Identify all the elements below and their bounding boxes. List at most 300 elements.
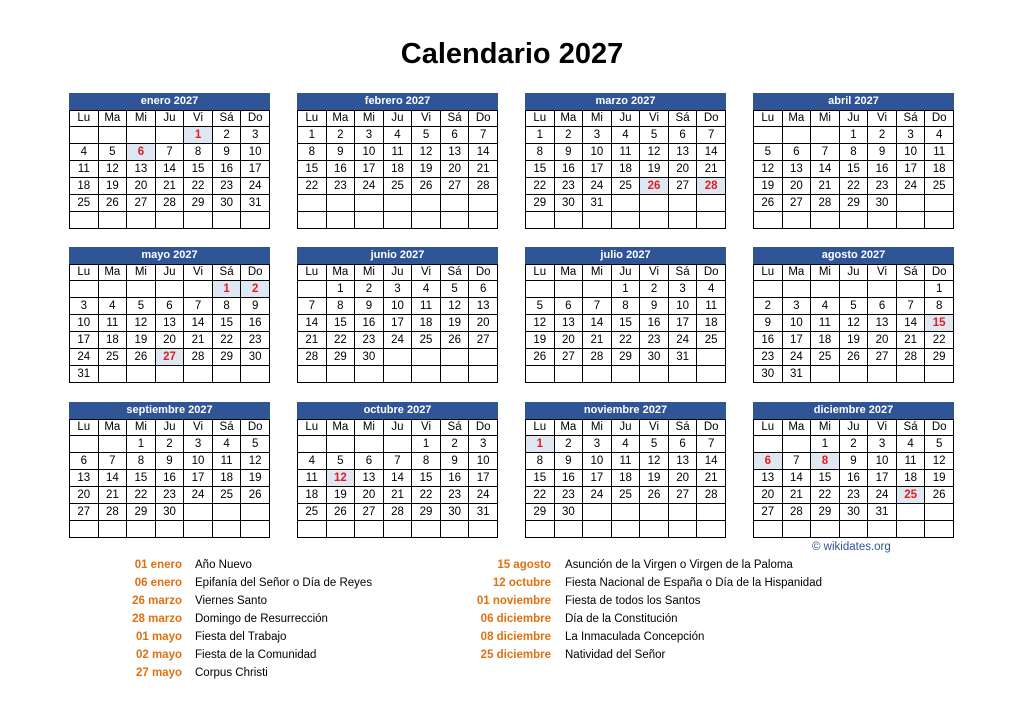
empty-cell	[298, 195, 327, 212]
empty-cell	[697, 504, 726, 521]
day-cell: 2	[640, 281, 669, 298]
empty-cell	[155, 127, 184, 144]
month-table	[297, 110, 498, 229]
day-cell: 13	[668, 144, 697, 161]
day-cell: 3	[383, 281, 412, 298]
day-cell: 20	[440, 161, 469, 178]
day-cell: 9	[326, 144, 355, 161]
day-cell: 12	[754, 161, 783, 178]
week-row	[754, 470, 954, 487]
empty-cell	[811, 281, 840, 298]
day-cell: 11	[611, 453, 640, 470]
weekday-label: Vi	[640, 265, 669, 281]
empty-cell	[326, 521, 355, 538]
empty-cell	[155, 212, 184, 229]
weekday-label: Ju	[383, 265, 412, 281]
day-cell: 22	[412, 487, 441, 504]
day-cell: 14	[184, 315, 213, 332]
day-cell: 6	[782, 144, 811, 161]
day-cell: 19	[640, 161, 669, 178]
empty-cell	[611, 195, 640, 212]
weekday-label: Ju	[839, 265, 868, 281]
day-cell: 27	[868, 349, 897, 366]
day-cell: 30	[554, 195, 583, 212]
day-cell: 11	[697, 298, 726, 315]
month-table	[525, 419, 726, 538]
day-cell: 7	[782, 453, 811, 470]
empty-cell	[782, 521, 811, 538]
day-cell: 26	[440, 332, 469, 349]
day-cell: 30	[868, 195, 897, 212]
day-cell: 9	[155, 453, 184, 470]
holiday-day-cell: 27	[155, 349, 184, 366]
weekday-label: Sá	[668, 420, 697, 436]
empty-cell	[155, 521, 184, 538]
weekday-label: Lu	[298, 420, 327, 436]
day-cell: 28	[155, 195, 184, 212]
empty-cell	[583, 504, 612, 521]
month-title: enero 2027	[69, 93, 270, 110]
holiday-day-cell: 12	[326, 470, 355, 487]
week-row	[754, 281, 954, 298]
day-cell: 16	[754, 332, 783, 349]
day-cell: 2	[440, 436, 469, 453]
empty-cell	[640, 521, 669, 538]
day-cell: 4	[212, 436, 241, 453]
month-calendar	[297, 402, 498, 538]
holiday-day-cell: 1	[526, 436, 555, 453]
week-row	[70, 195, 270, 212]
empty-cell	[184, 504, 213, 521]
day-cell: 13	[782, 161, 811, 178]
day-cell: 18	[383, 161, 412, 178]
day-cell: 10	[355, 144, 384, 161]
day-cell: 25	[383, 178, 412, 195]
weekday-label: Mi	[583, 420, 612, 436]
day-cell: 25	[298, 504, 327, 521]
month-table	[525, 110, 726, 229]
day-cell: 28	[98, 504, 127, 521]
empty-cell	[782, 212, 811, 229]
empty-cell	[383, 195, 412, 212]
day-cell: 29	[127, 504, 156, 521]
day-cell: 8	[839, 144, 868, 161]
day-cell: 16	[839, 470, 868, 487]
day-cell: 23	[440, 487, 469, 504]
empty-cell	[526, 281, 555, 298]
weekday-row	[298, 265, 498, 281]
day-cell: 14	[98, 470, 127, 487]
weekday-label: Do	[241, 265, 270, 281]
weekday-label: Do	[241, 111, 270, 127]
holiday-day-cell: 6	[754, 453, 783, 470]
page-title: Calendario 2027	[400, 38, 624, 70]
weekday-label: Do	[469, 420, 498, 436]
weekday-label: Do	[697, 111, 726, 127]
day-cell: 23	[355, 332, 384, 349]
empty-cell	[896, 212, 925, 229]
day-cell: 23	[326, 178, 355, 195]
week-row	[70, 349, 270, 366]
day-cell: 19	[326, 487, 355, 504]
day-cell: 26	[127, 349, 156, 366]
day-cell: 5	[412, 127, 441, 144]
empty-cell	[839, 281, 868, 298]
day-cell: 3	[70, 298, 99, 315]
month-table	[297, 264, 498, 383]
day-cell: 17	[355, 161, 384, 178]
empty-cell	[412, 195, 441, 212]
week-row	[298, 504, 498, 521]
weekday-row	[526, 111, 726, 127]
weekday-label: Lu	[70, 265, 99, 281]
holiday-day-cell: 1	[212, 281, 241, 298]
day-cell: 19	[754, 178, 783, 195]
day-cell: 25	[98, 349, 127, 366]
day-cell: 20	[754, 487, 783, 504]
empty-cell	[326, 436, 355, 453]
day-cell: 1	[925, 281, 954, 298]
empty-cell	[212, 504, 241, 521]
week-row	[298, 332, 498, 349]
month-title: octubre 2027	[297, 402, 498, 419]
weekday-label: Mi	[127, 111, 156, 127]
day-cell: 21	[896, 332, 925, 349]
day-cell: 10	[469, 453, 498, 470]
day-cell: 24	[383, 332, 412, 349]
day-cell: 4	[98, 298, 127, 315]
empty-cell	[326, 366, 355, 383]
month-table	[69, 110, 270, 229]
day-cell: 10	[868, 453, 897, 470]
day-cell: 1	[412, 436, 441, 453]
holiday-day-cell: 26	[640, 178, 669, 195]
weekday-label: Ju	[611, 420, 640, 436]
day-cell: 20	[668, 161, 697, 178]
day-cell: 3	[355, 127, 384, 144]
weekday-label: Ma	[782, 111, 811, 127]
week-row	[754, 436, 954, 453]
day-cell: 25	[697, 332, 726, 349]
day-cell: 22	[127, 487, 156, 504]
day-cell: 30	[155, 504, 184, 521]
day-cell: 15	[298, 161, 327, 178]
day-cell: 1	[127, 436, 156, 453]
day-cell: 18	[412, 315, 441, 332]
empty-cell	[412, 349, 441, 366]
weekday-label: Mi	[811, 111, 840, 127]
day-cell: 26	[412, 178, 441, 195]
holiday-name: La Inmaculada Concepción	[565, 631, 705, 643]
weekday-label: Sá	[668, 111, 697, 127]
day-cell: 7	[697, 127, 726, 144]
empty-cell	[212, 521, 241, 538]
day-cell: 10	[383, 298, 412, 315]
day-cell: 15	[127, 470, 156, 487]
week-row	[70, 521, 270, 538]
empty-cell	[668, 212, 697, 229]
holiday-date: 15 agosto	[497, 559, 551, 571]
empty-cell	[526, 521, 555, 538]
day-cell: 9	[554, 453, 583, 470]
weekday-label: Lu	[70, 111, 99, 127]
day-cell: 20	[155, 332, 184, 349]
holiday-day-cell: 2	[241, 281, 270, 298]
month-title: abril 2027	[753, 93, 954, 110]
day-cell: 24	[583, 487, 612, 504]
holiday-date: 06 enero	[134, 577, 182, 589]
month-calendar	[297, 247, 498, 383]
holiday-date: 01 mayo	[135, 631, 182, 643]
day-cell: 10	[184, 453, 213, 470]
day-cell: 27	[440, 178, 469, 195]
day-cell: 17	[896, 161, 925, 178]
weekday-label: Do	[469, 265, 498, 281]
day-cell: 28	[184, 349, 213, 366]
day-cell: 6	[70, 453, 99, 470]
week-row	[754, 161, 954, 178]
empty-cell	[925, 212, 954, 229]
day-cell: 20	[782, 178, 811, 195]
day-cell: 3	[668, 281, 697, 298]
day-cell: 11	[896, 453, 925, 470]
weekday-label: Mi	[811, 265, 840, 281]
day-cell: 23	[868, 178, 897, 195]
week-row	[298, 178, 498, 195]
day-cell: 31	[583, 195, 612, 212]
day-cell: 22	[839, 178, 868, 195]
empty-cell	[326, 195, 355, 212]
week-row	[298, 349, 498, 366]
day-cell: 2	[326, 127, 355, 144]
empty-cell	[383, 436, 412, 453]
day-cell: 9	[839, 453, 868, 470]
week-row	[526, 332, 726, 349]
day-cell: 1	[326, 281, 355, 298]
day-cell: 7	[469, 127, 498, 144]
weekday-label: Ma	[554, 265, 583, 281]
weekday-label: Vi	[412, 265, 441, 281]
empty-cell	[241, 504, 270, 521]
day-cell: 18	[298, 487, 327, 504]
month-title: marzo 2027	[525, 93, 726, 110]
week-row	[526, 315, 726, 332]
day-cell: 15	[839, 161, 868, 178]
day-cell: 31	[241, 195, 270, 212]
day-cell: 8	[925, 298, 954, 315]
holiday-date: 27 mayo	[135, 667, 182, 679]
empty-cell	[754, 127, 783, 144]
empty-cell	[155, 366, 184, 383]
day-cell: 21	[583, 332, 612, 349]
day-cell: 21	[697, 161, 726, 178]
day-cell: 17	[70, 332, 99, 349]
weekday-label: Sá	[896, 420, 925, 436]
weekday-label: Ma	[782, 420, 811, 436]
empty-cell	[896, 281, 925, 298]
day-cell: 11	[611, 144, 640, 161]
month-calendar	[69, 93, 270, 229]
day-cell: 13	[868, 315, 897, 332]
day-cell: 7	[697, 436, 726, 453]
day-cell: 19	[839, 332, 868, 349]
day-cell: 13	[469, 298, 498, 315]
empty-cell	[155, 281, 184, 298]
day-cell: 21	[383, 487, 412, 504]
weekday-label: Vi	[640, 111, 669, 127]
day-cell: 18	[697, 315, 726, 332]
day-cell: 14	[782, 470, 811, 487]
empty-cell	[298, 366, 327, 383]
empty-cell	[868, 366, 897, 383]
day-cell: 14	[298, 315, 327, 332]
day-cell: 24	[70, 349, 99, 366]
holiday-date: 01 noviembre	[476, 595, 551, 607]
day-cell: 29	[611, 349, 640, 366]
day-cell: 3	[896, 127, 925, 144]
week-row	[298, 212, 498, 229]
weekday-label: Mi	[127, 265, 156, 281]
weekday-label: Do	[925, 265, 954, 281]
day-cell: 2	[839, 436, 868, 453]
day-cell: 29	[212, 349, 241, 366]
day-cell: 9	[868, 144, 897, 161]
empty-cell	[184, 212, 213, 229]
day-cell: 11	[412, 298, 441, 315]
weekday-label: Sá	[668, 265, 697, 281]
day-cell: 30	[212, 195, 241, 212]
empty-cell	[241, 212, 270, 229]
weekday-label: Sá	[440, 111, 469, 127]
day-cell: 15	[184, 161, 213, 178]
weekday-label: Vi	[868, 420, 897, 436]
weekday-label: Do	[469, 111, 498, 127]
empty-cell	[697, 349, 726, 366]
weekday-label: Ju	[383, 420, 412, 436]
holiday-day-cell: 25	[896, 487, 925, 504]
day-cell: 3	[184, 436, 213, 453]
weekday-label: Ma	[326, 420, 355, 436]
month-calendar	[753, 93, 954, 229]
day-cell: 26	[925, 487, 954, 504]
day-cell: 11	[298, 470, 327, 487]
holiday-name: Fiesta Nacional de España o Día de la Hispanidad	[565, 577, 822, 589]
empty-cell	[127, 127, 156, 144]
empty-cell	[754, 436, 783, 453]
day-cell: 8	[326, 298, 355, 315]
weekday-label: Lu	[70, 420, 99, 436]
empty-cell	[469, 212, 498, 229]
day-cell: 4	[896, 436, 925, 453]
month-title: septiembre 2027	[69, 402, 270, 419]
weekday-label: Vi	[868, 111, 897, 127]
week-row	[754, 453, 954, 470]
day-cell: 21	[184, 332, 213, 349]
day-cell: 7	[98, 453, 127, 470]
day-cell: 18	[98, 332, 127, 349]
day-cell: 6	[668, 436, 697, 453]
month-title: agosto 2027	[753, 247, 954, 264]
empty-cell	[298, 212, 327, 229]
day-cell: 23	[754, 349, 783, 366]
week-row	[298, 366, 498, 383]
day-cell: 21	[469, 161, 498, 178]
empty-cell	[754, 212, 783, 229]
day-cell: 8	[298, 144, 327, 161]
empty-cell	[811, 212, 840, 229]
week-row	[70, 144, 270, 161]
week-row	[298, 127, 498, 144]
month-table	[753, 419, 954, 538]
day-cell: 26	[640, 487, 669, 504]
empty-cell	[896, 521, 925, 538]
month-title: noviembre 2027	[525, 402, 726, 419]
empty-cell	[412, 212, 441, 229]
empty-cell	[554, 281, 583, 298]
day-cell: 5	[98, 144, 127, 161]
empty-cell	[668, 195, 697, 212]
day-cell: 21	[811, 178, 840, 195]
day-cell: 8	[127, 453, 156, 470]
weekday-label: Lu	[298, 265, 327, 281]
weekday-label: Ma	[554, 111, 583, 127]
week-row	[70, 332, 270, 349]
holiday-name: Día de la Constitución	[565, 613, 678, 625]
holiday-day-cell: 28	[697, 178, 726, 195]
holiday-day-cell: 8	[811, 453, 840, 470]
weekday-label: Mi	[355, 420, 384, 436]
day-cell: 5	[640, 127, 669, 144]
day-cell: 31	[868, 504, 897, 521]
week-row	[70, 504, 270, 521]
day-cell: 24	[583, 178, 612, 195]
day-cell: 12	[412, 144, 441, 161]
day-cell: 1	[298, 127, 327, 144]
empty-cell	[355, 366, 384, 383]
weekday-label: Lu	[526, 265, 555, 281]
empty-cell	[98, 127, 127, 144]
weekday-label: Ju	[155, 111, 184, 127]
empty-cell	[583, 366, 612, 383]
empty-cell	[925, 195, 954, 212]
week-row	[754, 504, 954, 521]
holiday-date: 08 diciembre	[480, 631, 551, 643]
day-cell: 27	[70, 504, 99, 521]
week-row	[526, 212, 726, 229]
day-cell: 28	[782, 504, 811, 521]
week-row	[298, 298, 498, 315]
empty-cell	[896, 504, 925, 521]
day-cell: 10	[668, 298, 697, 315]
day-cell: 17	[583, 161, 612, 178]
day-cell: 15	[611, 315, 640, 332]
empty-cell	[754, 281, 783, 298]
day-cell: 20	[70, 487, 99, 504]
weekday-label: Do	[697, 265, 726, 281]
day-cell: 9	[640, 298, 669, 315]
empty-cell	[668, 504, 697, 521]
empty-cell	[868, 281, 897, 298]
day-cell: 30	[241, 349, 270, 366]
empty-cell	[896, 195, 925, 212]
month-calendar	[753, 247, 954, 383]
empty-cell	[526, 366, 555, 383]
empty-cell	[127, 212, 156, 229]
day-cell: 13	[127, 161, 156, 178]
empty-cell	[212, 366, 241, 383]
day-cell: 11	[212, 453, 241, 470]
week-row	[754, 178, 954, 195]
